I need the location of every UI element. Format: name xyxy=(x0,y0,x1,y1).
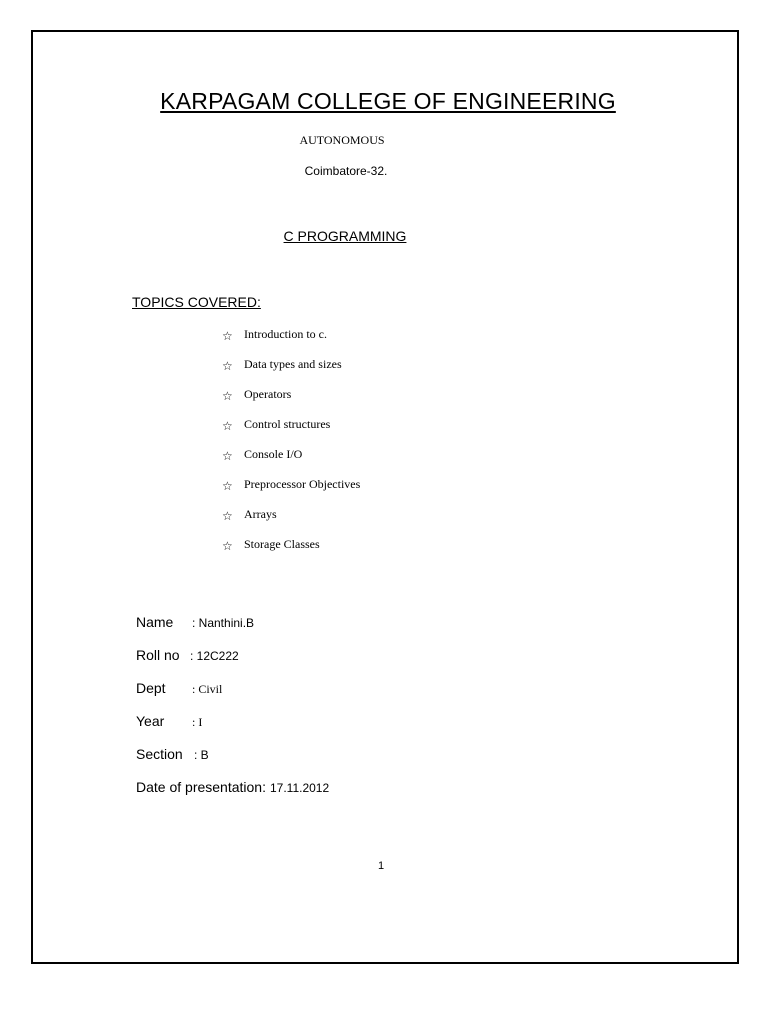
list-item xyxy=(222,386,360,416)
section-row xyxy=(136,746,329,779)
roll-value: : 12C222 xyxy=(190,649,239,663)
student-info xyxy=(136,614,329,812)
date-label: Date of presentation: xyxy=(136,779,266,795)
list-item xyxy=(222,446,360,476)
year-value: : I xyxy=(192,715,203,729)
star-outline-icon: ☆ xyxy=(222,449,233,463)
roll-label: Roll no xyxy=(136,647,180,663)
star-outline-icon: ☆ xyxy=(222,359,233,373)
star-outline-icon: ☆ xyxy=(222,329,233,343)
list-item xyxy=(222,326,360,356)
list-item xyxy=(222,506,360,536)
star-outline-icon: ☆ xyxy=(222,419,233,433)
subject-title: C PROGRAMMING xyxy=(283,228,407,244)
name-label: Name xyxy=(136,614,174,630)
date-row xyxy=(136,779,329,812)
topics-heading: TOPICS COVERED: xyxy=(132,294,261,310)
list-item xyxy=(222,476,360,506)
list-item xyxy=(222,536,360,566)
star-outline-icon: ☆ xyxy=(222,539,233,553)
topic-label: Arrays xyxy=(244,507,277,521)
year-label: Year xyxy=(136,713,165,729)
section-value: : B xyxy=(194,748,209,762)
star-outline-icon: ☆ xyxy=(222,389,233,403)
autonomous-label: AUTONOMOUS xyxy=(299,133,385,147)
list-item xyxy=(222,356,360,386)
dept-row xyxy=(136,680,329,713)
roll-row xyxy=(136,647,329,680)
list-item xyxy=(222,416,360,446)
topic-label: Preprocessor Objectives xyxy=(244,477,361,491)
dept-label: Dept xyxy=(136,680,166,696)
date-value: 17.11.2012 xyxy=(269,781,330,795)
topic-label: Storage Classes xyxy=(244,537,320,551)
year-row xyxy=(136,713,329,746)
topic-list xyxy=(222,326,360,566)
topic-label: Control structures xyxy=(244,417,331,431)
topic-label: Operators xyxy=(244,387,292,401)
topic-label: Data types and sizes xyxy=(244,357,342,371)
page-number: 1 xyxy=(378,860,385,872)
name-row xyxy=(136,614,329,647)
topic-label: Introduction to c. xyxy=(244,327,327,341)
star-outline-icon: ☆ xyxy=(222,479,233,493)
college-title: KARPAGAM COLLEGE OF ENGINEERING xyxy=(160,88,616,114)
name-value: : Nanthini.B xyxy=(192,616,255,630)
section-label: Section xyxy=(136,746,183,762)
dept-value: : Civil xyxy=(192,682,223,696)
star-outline-icon: ☆ xyxy=(222,509,233,523)
city-label: Coimbatore-32. xyxy=(304,164,388,178)
topic-label: Console I/O xyxy=(244,447,303,461)
